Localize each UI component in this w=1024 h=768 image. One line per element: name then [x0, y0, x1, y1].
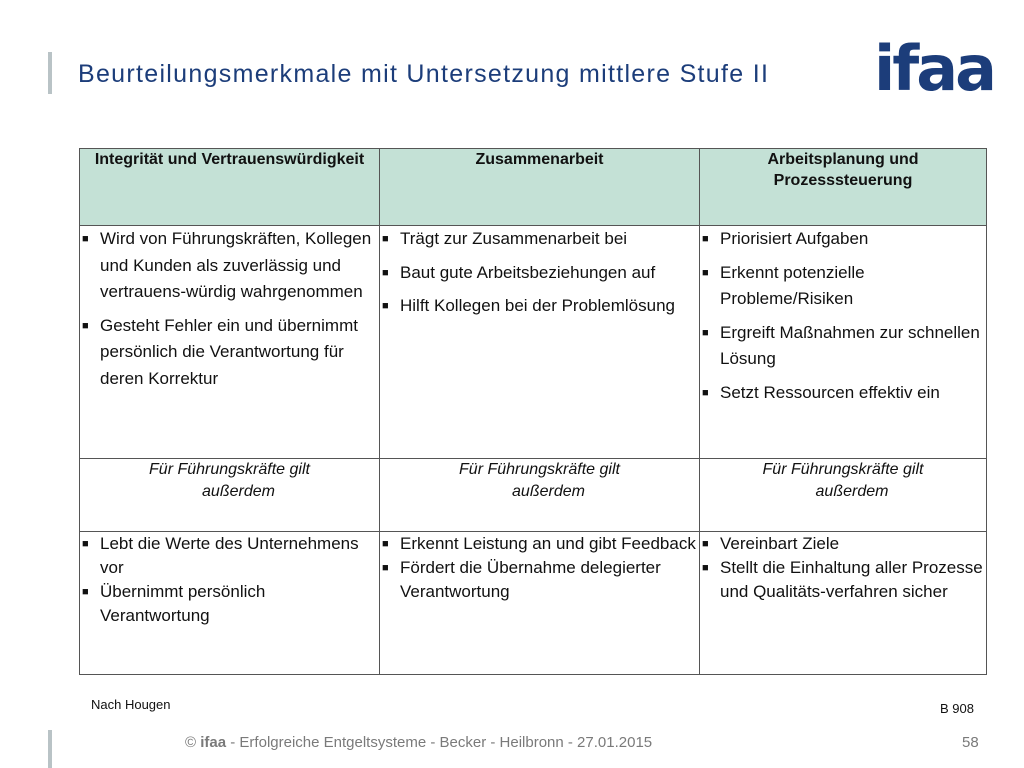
leaders-cell-collaboration — [380, 532, 700, 675]
list-item — [700, 380, 986, 407]
bullet-icon: ■ — [702, 538, 709, 550]
note-row — [80, 459, 987, 532]
list-item — [80, 226, 379, 306]
note-line-1: Für Führungskräfte gilt — [149, 461, 310, 478]
list-item — [700, 320, 986, 373]
note-line-1: Für Führungskräfte gilt — [459, 461, 620, 478]
leaders-note-cell — [700, 459, 987, 532]
criteria-cell-planning — [700, 226, 987, 459]
header-row — [80, 149, 987, 226]
bullet-icon: ■ — [382, 300, 389, 312]
bullet-icon: ■ — [382, 562, 389, 574]
list-item-text: Erkennt potenzielle Probleme/Risiken — [720, 262, 865, 308]
list-item-text: Baut gute Arbeitsbeziehungen auf — [400, 262, 656, 282]
list-item-text: Fördert die Übernahme delegierter Verantwortung — [400, 558, 661, 601]
list-item — [700, 532, 986, 556]
list-item — [700, 226, 986, 253]
list-item — [80, 313, 379, 393]
column-header-collaboration: Zusammenarbeit — [380, 149, 700, 226]
bullet-icon: ■ — [82, 586, 89, 598]
bullet-icon: ■ — [82, 233, 89, 245]
source-note: Nach Hougen — [91, 697, 171, 712]
list-item-text: Lebt die Werte des Unternehmens vor — [100, 534, 359, 577]
leaders-row — [80, 532, 987, 675]
bullet-icon: ■ — [702, 233, 709, 245]
criteria-cell-integrity — [80, 226, 380, 459]
footer-text: - Erfolgreiche Entgeltsysteme - Becker - Heilbronn - 27.01.2015 — [230, 734, 653, 751]
slide-code: B 908 — [940, 701, 974, 716]
criteria-cell-collaboration — [380, 226, 700, 459]
list-item-text: Hilft Kollegen bei der Problemlösung — [400, 296, 675, 315]
leaders-cell-planning — [700, 532, 987, 675]
list-item-text: Ergreift Maßnahmen zur schnellen Lösung — [720, 322, 980, 368]
list-item-text: Wird von Führungskräften, Kollegen und Kunden als zuverlässig und vertrauens-würdig wahrgenommen — [100, 229, 372, 301]
list-item — [80, 580, 379, 628]
ifaa-logo: ifaa — [874, 32, 994, 105]
note-line-2: außerdem — [512, 483, 585, 500]
bullet-icon: ■ — [382, 266, 389, 279]
left-accent-bar-top — [48, 52, 52, 94]
list-item-text: Stellt die Einhaltung aller Prozesse und Qualitäts-verfahren sicher — [720, 558, 983, 601]
bullet-icon: ■ — [702, 562, 709, 574]
note-line-2: außerdem — [815, 483, 889, 500]
bullet-icon: ■ — [702, 386, 709, 399]
list-item — [700, 260, 986, 313]
copyright-symbol: © — [185, 734, 197, 751]
criteria-table — [79, 148, 987, 675]
note-line-1: Für Führungskräfte gilt — [762, 461, 924, 478]
list-item-text: Priorisiert Aufgaben — [720, 229, 869, 248]
bullet-icon: ■ — [82, 319, 89, 332]
bullet-icon: ■ — [382, 538, 389, 550]
list-item — [380, 260, 699, 287]
leaders-cell-integrity — [80, 532, 380, 675]
bullet-icon: ■ — [702, 266, 709, 279]
list-item-text: Gesteht Fehler ein und übernimmt persönlich die Verantwortung für deren Korrektur — [100, 315, 358, 388]
criteria-row — [80, 226, 987, 459]
list-item-text: Vereinbart Ziele — [720, 534, 840, 553]
note-line-2: außerdem — [202, 483, 275, 500]
list-item — [380, 226, 699, 253]
list-item-text: Erkennt Leistung an und gibt Feedback — [400, 534, 696, 553]
list-item — [380, 556, 699, 604]
list-item-text: Übernimmt persönlich Verantwortung — [100, 582, 266, 625]
list-item-text: Setzt Ressourcen effektiv ein — [720, 382, 940, 402]
bullet-icon: ■ — [702, 326, 709, 339]
list-item — [380, 532, 699, 556]
list-item — [700, 556, 986, 604]
column-header-integrity: Integrität und Vertrauenswürdigkeit — [80, 149, 380, 226]
list-item — [380, 293, 699, 320]
page-number: 58 — [962, 734, 979, 751]
slide-title: Beurteilungsmerkmale mit Untersetzung mittlere Stufe II — [78, 60, 770, 88]
footer — [185, 734, 652, 751]
left-accent-bar-bottom — [48, 730, 52, 768]
bullet-icon: ■ — [82, 538, 89, 550]
list-item-text: Trägt zur Zusammenarbeit bei — [400, 229, 628, 248]
footer-brand: ifaa — [200, 734, 227, 751]
column-header-planning: Arbeitsplanung und Prozesssteuerung — [700, 149, 987, 226]
leaders-note-cell — [80, 459, 380, 532]
leaders-note-cell — [380, 459, 700, 532]
list-item — [80, 532, 379, 580]
bullet-icon: ■ — [382, 233, 389, 245]
